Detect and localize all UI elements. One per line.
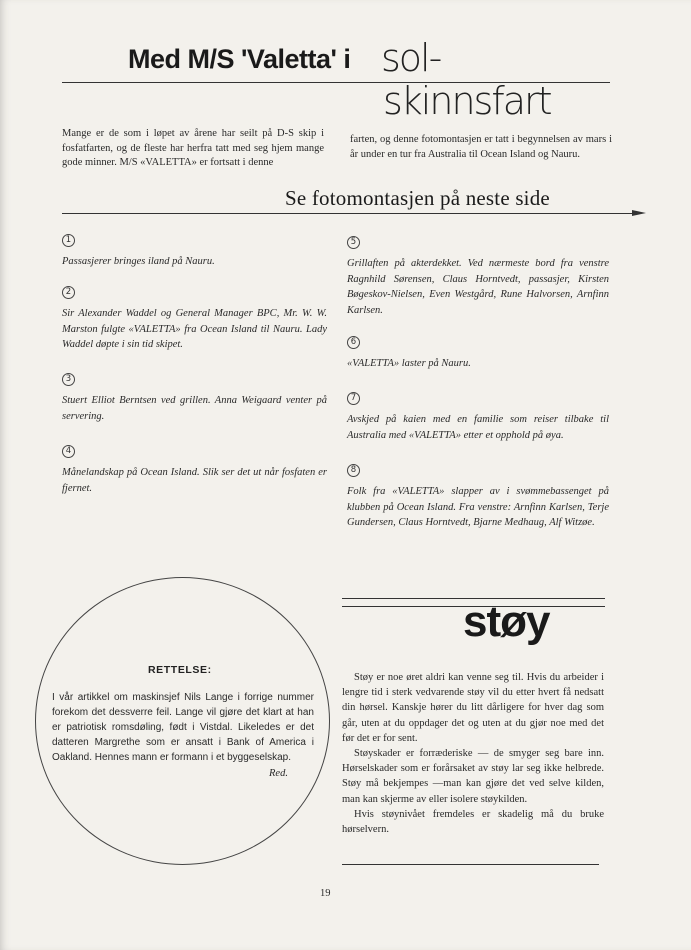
caption-8 [347,459,609,531]
caption-number: 8 [347,464,360,477]
caption-6 [347,331,609,372]
caption-text: Avskjed på kaien med en familie som reiser tilbake til Australia med «VALETTA» etter et opphold på øya. [347,414,609,441]
headline-rule [62,82,610,83]
intro-right: farten, og denne fotomontasjen er tatt i begynnelsen av mars i år under en tur fra Australia til Ocean Island og Nauru. [350,134,612,160]
caption-1 [62,229,327,270]
caption-2 [62,281,327,353]
caption-number: 4 [62,445,75,458]
caption-text: Stuert Elliot Berntsen ved grillen. Anna Weigaard venter på servering. [62,395,327,422]
caption-number: 7 [347,392,360,405]
caption-5 [347,231,609,318]
rettelse-title: RETTELSE: [148,664,212,676]
caption-text: Sir Alexander Waddel og General Manager BPC, Mr. W. W. Marston fulgte «VALETTA» fra Ocean Island til Nauru. Lady Waddel døpte i sin tid skipet. [62,308,327,350]
caption-4 [62,440,327,496]
rettelse-signature: Red. [269,768,288,779]
subhead-see-next-page: Se fotomontasjen på neste side [285,186,550,210]
rettelse-body: I vår artikkel om maskinsjef Nils Lange i forrige nummer forekom det dessverre feil. Lange vil gjøre det klart at han er patriotisk romsdøling, født i Vistdal. Likeledes er det datteren Margrethe som er ansatt i Bank of America i Oakland. Hennes mann er formann i et byggeselskap. [52,692,314,763]
headline-sol: sol- [381,36,441,80]
caption-number: 2 [62,286,75,299]
caption-number: 1 [62,234,75,247]
stoy-body [342,670,604,837]
caption-3 [62,368,327,424]
caption-text: Passasjerer bringes iland på Nauru. [62,256,215,267]
stoy-bottom-rule [342,864,599,865]
caption-text: Månelandskap på Ocean Island. Slik ser det ut når fosfaten er fjernet. [62,467,327,494]
caption-7 [347,387,609,443]
stoy-paragraph: Støy er noe øret aldri kan venne seg til. Hvis du arbeider i lengre tid i sterk vedvarende støy vil du etter hvert få nedsatt din hørsel. Kanskje hører du litt dårligere for hver dag som går, uten at du oppdager det og uten at du gjør noe med det før det er for sent. [342,672,604,744]
page-number: 19 [320,888,331,899]
arrow-right-icon [632,210,646,216]
caption-text: Folk fra «VALETTA» slapper av i svømmebassenget på klubben på Ocean Island. Fra venstre: Arnfinn Karlsen, Terje Gundersen, Claus Horntvedt, Bjarne Medhaug, Alf Witzøe. [347,486,609,528]
caption-text: «VALETTA» laster på Nauru. [347,358,471,369]
stoy-paragraph: Hvis støynivået fremdeles er skadelig må du bruke hørselvern. [342,808,604,836]
stoy-paragraph: Støyskader er forræderiske — de smyger seg bare inn. Hørselskader som er forårsaket av støy lar seg ikke helbrede. Støy må bekjempes —man kan gjøre det ved selve kilden, man kan skjerme av eller isolere støykilden. [342,748,604,805]
caption-number: 5 [347,236,360,249]
caption-text: Grillaften på akterdekket. Ved nærmeste bord fra venstre Ragnhild Sørensen, Claus Horntvedt, passasjer, Kirsten Bøgeskov-Nielsen, Even Westgård, Rune Halvorsen, Arnfinn Karlsen. [347,258,609,316]
headline-main: Med M/S 'Valetta' i [128,44,351,74]
caption-number: 6 [347,336,360,349]
headline-skinnsfart: skinnsfart [383,79,551,123]
caption-number: 3 [62,373,75,386]
subhead-arrow-rule [62,213,634,214]
stoy-title: støy [463,597,550,646]
intro-left: Mange er de som i løpet av årene har seilt på D-S skip i fosfatfarten, og de fleste har herfra tatt med seg hjem mange gode minner. M/S «VALETTA» er fortsatt i denne [62,128,324,168]
